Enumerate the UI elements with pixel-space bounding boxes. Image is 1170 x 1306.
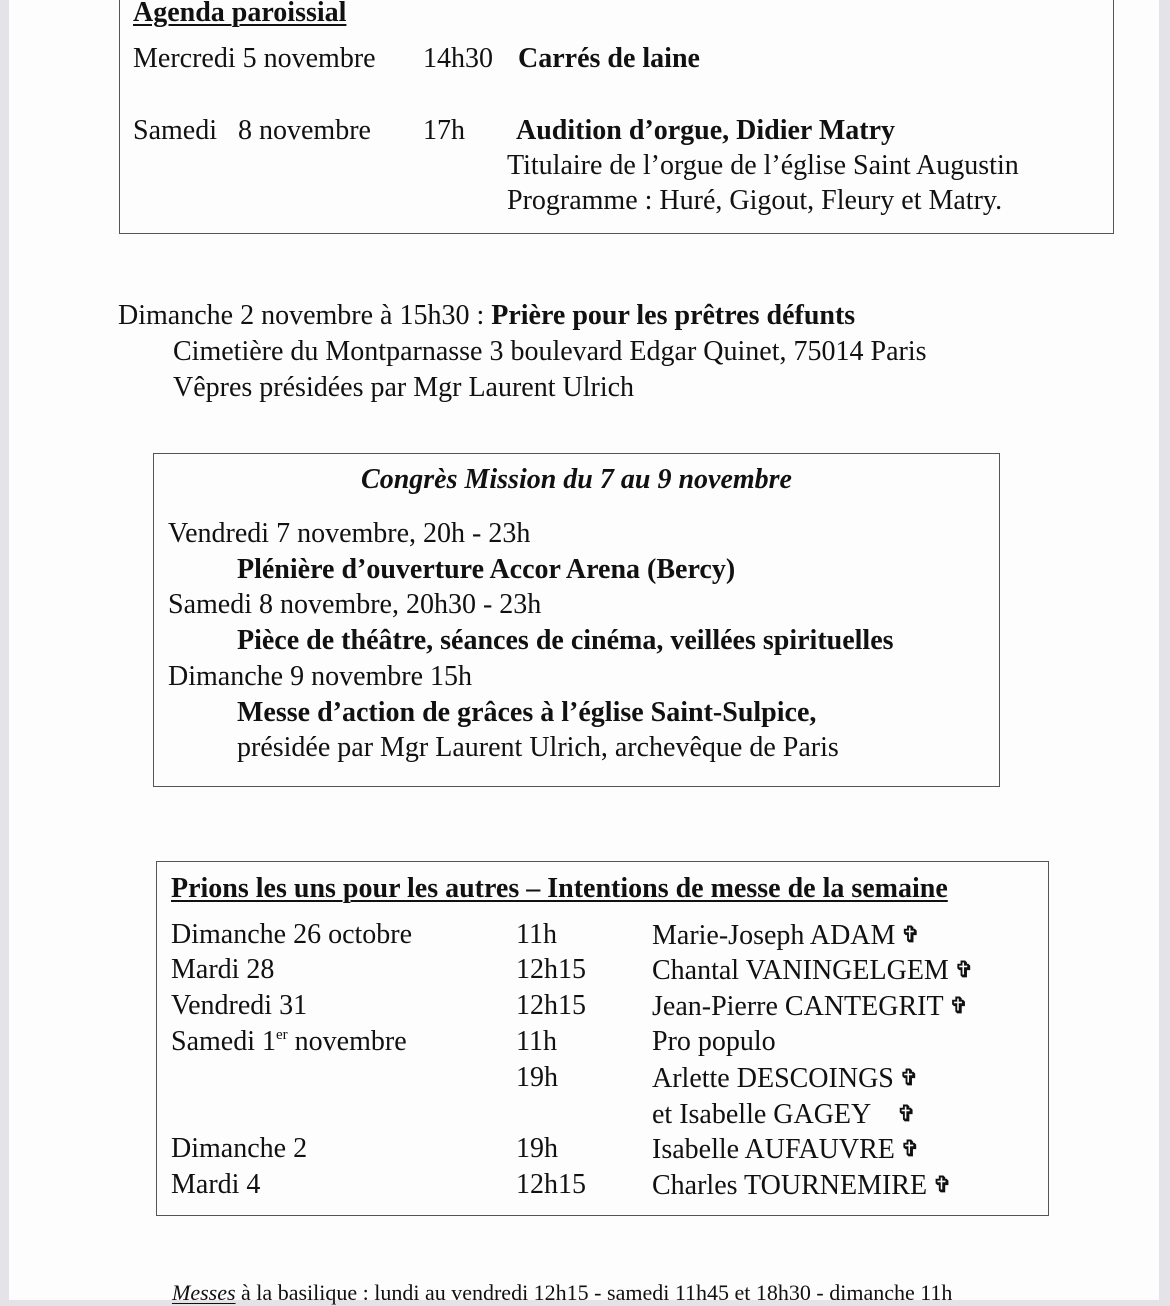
day-prefix: Samedi 1 [171, 1026, 276, 1057]
intention-time: 11h [516, 1026, 557, 1057]
intention-name-cell [652, 918, 920, 953]
intention-day [171, 1025, 407, 1059]
intention-name: Pro populo [652, 1026, 776, 1057]
agenda-event-time: 14h30 [423, 43, 493, 74]
intention-name-cell [652, 1097, 916, 1132]
footer-mass-times [172, 1280, 952, 1306]
intention-time: 19h [516, 1062, 558, 1093]
cross-icon: ✞ [901, 922, 920, 947]
congres-note: présidée par Mgr Laurent Ulrich, archevêque de Paris [237, 732, 839, 763]
priere-line: Cimetière du Montparnasse 3 boulevard Edgar Quinet, 75014 Paris [173, 336, 927, 367]
agenda-title: Agenda paroissial [133, 0, 347, 28]
intention-name: Chantal VANINGELGEM [652, 955, 949, 986]
agenda-event-date: Samedi 8 novembre [133, 115, 371, 146]
cross-icon: ✞ [949, 993, 969, 1018]
intention-time: 12h15 [516, 1169, 586, 1200]
day-suffix: novembre [287, 1026, 407, 1057]
intention-name-cell [652, 1132, 919, 1167]
intention-name: Jean-Pierre CANTEGRIT [652, 991, 944, 1022]
footer-label: Messes [172, 1280, 236, 1305]
intentions-title: Prions les uns pour les autres – Intentions de messe de la semaine [171, 873, 948, 904]
intention-day: Vendredi 31 [171, 990, 308, 1021]
intention-name-cell [652, 1025, 776, 1059]
priere-intro: Dimanche 2 novembre à 15h30 : [118, 300, 492, 331]
intention-name: Arlette DESCOINGS [652, 1063, 894, 1094]
agenda-event-title: Audition d’orgue, Didier Matry [516, 115, 896, 146]
intention-day: Dimanche 26 octobre [171, 919, 413, 950]
cross-icon: ✞ [954, 957, 974, 982]
agenda-event-time: 17h [423, 115, 465, 146]
congres-when: Dimanche 9 novembre 15h [168, 661, 473, 692]
intention-name-cell [652, 989, 968, 1024]
intention-name-cell [652, 1061, 918, 1096]
intention-time: 12h15 [516, 954, 586, 985]
intention-time: 11h [516, 919, 557, 950]
agenda-event-detail: Titulaire de l’orgue de l’église Saint Augustin [507, 150, 1019, 181]
intention-name: Marie-Joseph ADAM [652, 920, 896, 951]
cross-icon: ✞ [933, 1172, 952, 1197]
day-superscript: er [276, 1027, 288, 1043]
document-page [9, 0, 1159, 1305]
footer-text: à la basilique : lundi au vendredi 12h15 - samedi 11h45 et 18h30 - dimanche 11h [235, 1280, 953, 1305]
intention-time: 12h15 [516, 990, 586, 1021]
agenda-event-date: Mercredi 5 novembre [133, 43, 376, 74]
intention-name: et Isabelle GAGEY [652, 1099, 892, 1130]
cross-icon: ✞ [900, 1136, 920, 1161]
intention-name-cell [652, 953, 973, 988]
intention-day: Mardi 28 [171, 954, 275, 985]
cross-icon: ✞ [897, 1101, 916, 1126]
intention-time: 19h [516, 1133, 558, 1164]
intention-name: Isabelle AUFAUVRE [652, 1134, 895, 1165]
agenda-event-detail: Programme : Huré, Gigout, Fleury et Matry. [507, 185, 1003, 216]
agenda-event-title: Carrés de laine [518, 43, 700, 74]
congres-what: Plénière d’ouverture Accor Arena (Bercy) [237, 554, 736, 585]
intention-day: Mardi 4 [171, 1169, 261, 1200]
intention-name-cell [652, 1168, 952, 1203]
congres-title: Congrès Mission du 7 au 9 novembre [361, 464, 792, 495]
congres-what: Pièce de théâtre, séances de cinéma, veillées spirituelles [237, 625, 894, 656]
cross-icon: ✞ [899, 1065, 919, 1090]
priere-title: Prière pour les prêtres défunts [491, 300, 856, 331]
congres-when: Vendredi 7 novembre, 20h - 23h [168, 518, 531, 549]
priere-heading [118, 299, 855, 333]
priere-line: Vêpres présidées par Mgr Laurent Ulrich [173, 372, 635, 403]
congres-what: Messe d’action de grâces à l’église Saint-Sulpice, [237, 697, 817, 728]
intention-name: Charles TOURNEMIRE [652, 1170, 928, 1201]
congres-when: Samedi 8 novembre, 20h30 - 23h [168, 589, 542, 620]
intention-day: Dimanche 2 [171, 1133, 308, 1164]
